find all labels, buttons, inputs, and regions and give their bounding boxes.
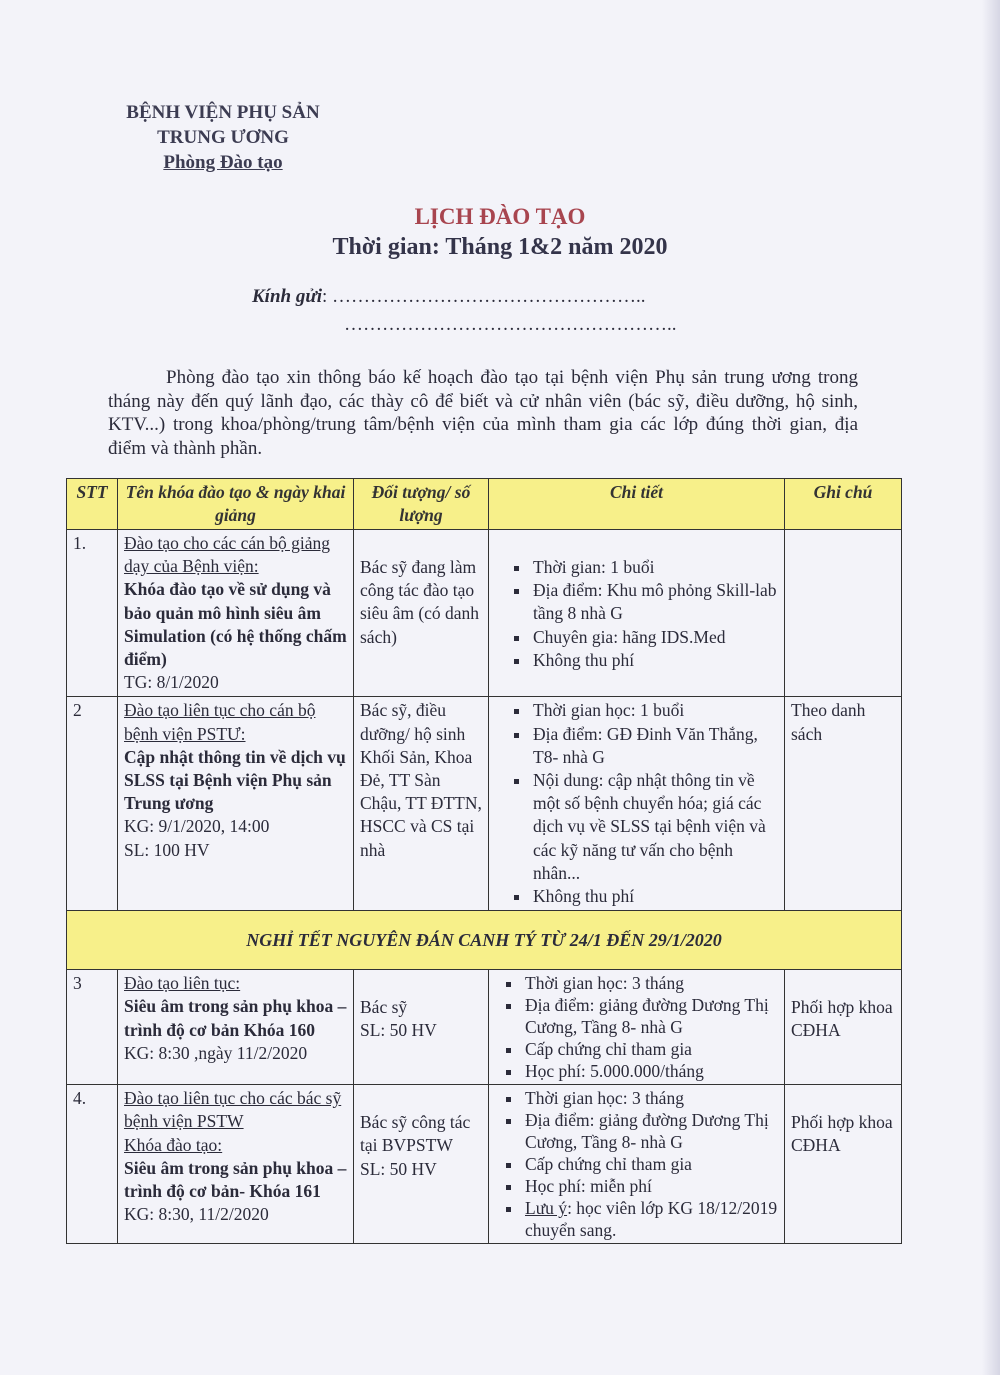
row-schedule: KG: 8:30, 11/2/2020 xyxy=(124,1204,269,1225)
detail-item: ▪ Địa điểm: giảng đường Dương Thị Cương, Tầng 8- nhà G xyxy=(523,1109,778,1153)
row-details xyxy=(489,970,785,1085)
row-stt: 1. xyxy=(67,530,118,697)
document-title: LỊCH ĐÀO TẠO xyxy=(414,204,586,229)
organization-header xyxy=(108,100,338,175)
detail-item: ▪ Không thu phí xyxy=(531,885,778,908)
detail-item: ▪ Địa điểm: GĐ Đinh Văn Thắng, T8- nhà G xyxy=(531,723,778,769)
detail-item: ▪ Học phí: miễn phí xyxy=(523,1175,778,1197)
row-program: Đào tạo liên tục: xyxy=(124,973,241,994)
row-program: Đào tạo liên tục cho cán bộ bệnh viện PSTƯ: xyxy=(124,700,316,744)
row-course-name: Khóa đào tạo về sử dụng và bảo quản mô hình siêu âm Simulation (có hệ thống chấm điểm) xyxy=(124,579,347,670)
recipient-line xyxy=(252,286,646,308)
detail-item: ▪ Nội dung: cập nhật thông tin về một số bệnh chuyển hóa; giá các dịch vụ về SLSS tại bệnh viện và các kỹ năng tư vấn cho bệnh nhân... xyxy=(531,769,778,885)
holiday-notice: NGHỈ TẾT NGUYÊN ĐÁN CANH TÝ TỪ 24/1 ĐẾN 29/1/2020 xyxy=(67,911,902,970)
row-course xyxy=(118,970,354,1085)
row-note xyxy=(785,530,902,697)
row-course-name: Siêu âm trong sản phụ khoa – trình độ cơ bản Khóa 160 xyxy=(124,996,347,1040)
detail-item: ▪ Thời gian: 1 buổi xyxy=(531,556,778,579)
row-quantity: SL: 50 HV xyxy=(360,1020,437,1041)
row-target: Bác sỹ, điều dưỡng/ hộ sinh Khối Sản, Khoa Đẻ, TT Sàn Chậu, TT ĐTTN, HSCC và CS tại nhà xyxy=(354,697,489,911)
row-course-name: Cập nhật thông tin về dịch vụ SLSS tại Bệnh viện Phụ sản Trung ương xyxy=(124,746,346,814)
row-course xyxy=(118,1085,354,1244)
row-stt: 2 xyxy=(67,697,118,911)
row-schedule: TG: 8/1/2020 xyxy=(124,672,219,693)
row-target-text: Bác sỹ xyxy=(360,997,408,1018)
training-schedule-table xyxy=(66,478,902,1244)
row-program: Đào tạo liên tục cho các bác sỹ bệnh viện PSTW xyxy=(124,1088,342,1132)
row-course xyxy=(118,530,354,697)
detail-item: ▪ Chuyên gia: hãng IDS.Med xyxy=(531,626,778,649)
detail-item: ▪ Địa điểm: Khu mô phỏng Skill-lab tầng 8 nhà G xyxy=(531,579,778,625)
row-target-text: Bác sỹ đang làm công tác đào tạo siêu âm (có danh sách) xyxy=(360,557,480,647)
row-quantity: SL: 100 HV xyxy=(124,839,210,860)
row-course xyxy=(118,697,354,911)
table-row xyxy=(67,1085,902,1244)
row-schedule: KG: 8:30 ,ngày 11/2/2020 xyxy=(124,1042,308,1063)
detail-item: ▪ Địa điểm: giảng đường Dương Thị Cương, Tầng 8- nhà G xyxy=(523,994,778,1038)
header-stt: STT xyxy=(67,479,118,530)
row-program: Đào tạo cho các cán bộ giảng dạy của Bệnh viện: xyxy=(124,533,331,577)
org-name-line1: BỆNH VIỆN PHỤ SẢN xyxy=(126,102,320,123)
table-row xyxy=(67,970,902,1085)
row-details xyxy=(489,1085,785,1244)
row-details xyxy=(489,530,785,697)
row-note xyxy=(785,970,902,1085)
detail-item: ▪ Không thu phí xyxy=(531,649,778,672)
recipient-dots-2: …………………………………………….. xyxy=(344,314,677,335)
department-name: Phòng Đào tạo xyxy=(163,152,283,173)
table-header-row xyxy=(67,479,902,530)
document-period: Thời gian: Tháng 1&2 năm 2020 xyxy=(332,234,668,260)
row-note-text: Phối hợp khoa CĐHA xyxy=(791,1112,893,1156)
header-course: Tên khóa đào tạo & ngày khai giảng xyxy=(118,479,354,530)
row-details xyxy=(489,697,785,911)
row-quantity: SL: 50 HV xyxy=(360,1158,437,1179)
row-note xyxy=(785,1085,902,1244)
detail-note-text: : học viên lớp KG 18/12/2019 chuyển sang. xyxy=(525,1198,778,1241)
detail-note-label: Lưu ý xyxy=(525,1198,568,1219)
row-target xyxy=(354,530,489,697)
table-row xyxy=(67,697,902,911)
row-target-text: Bác sỹ công tác tại BVPSTW xyxy=(360,1112,471,1156)
table-row xyxy=(67,530,902,697)
intro-paragraph: Phòng đào tạo xin thông báo kế hoạch đào tạo tại bệnh viện Phụ sản trung ương trong tháng này đến quý lãnh đạo, các thày cô để biết và cử nhân viên (bác sỹ, điều dưỡng, hộ sinh, KTV...) trong khoa/phòng/trung tâm/bệnh viện của mình tham gia các lớp đúng thời gian, địa điểm và thành phần. xyxy=(108,367,858,459)
row-target xyxy=(354,1085,489,1244)
detail-item: ▪ Thời gian học: 3 tháng xyxy=(523,1087,778,1109)
row-note: Theo danh sách xyxy=(785,697,902,911)
holiday-row xyxy=(67,911,902,970)
row-course-name: Siêu âm trong sản phụ khoa – trình độ cơ bản- Khóa 161 xyxy=(124,1157,347,1202)
detail-item: ▪ Cấp chứng chỉ tham gia xyxy=(523,1153,778,1175)
header-details: Chi tiết xyxy=(489,479,785,530)
row-stt: 4. xyxy=(67,1085,118,1244)
header-note: Ghi chú xyxy=(785,479,902,530)
row-note-text: Phối hợp khoa CĐHA xyxy=(791,997,893,1041)
detail-item: ▪ Cấp chứng chỉ tham gia xyxy=(523,1038,778,1060)
row-stt: 3 xyxy=(67,970,118,1085)
detail-item: ▪ Học phí: 5.000.000/tháng xyxy=(523,1060,778,1082)
row-program-sub: Khóa đào tạo: xyxy=(124,1134,223,1155)
header-target: Đối tượng/ số lượng xyxy=(354,479,489,530)
recipient-dots-1: : ………………………………………….. xyxy=(322,286,646,307)
row-schedule: KG: 9/1/2020, 14:00 xyxy=(124,816,270,837)
detail-item: ▪ Thời gian học: 3 tháng xyxy=(523,972,778,994)
detail-item-note xyxy=(523,1197,778,1241)
row-target xyxy=(354,970,489,1085)
recipient-label: Kính gửi xyxy=(252,286,322,307)
org-name-line2: TRUNG ƯƠNG xyxy=(157,127,289,148)
detail-item: ▪ Thời gian học: 1 buổi xyxy=(531,699,778,722)
